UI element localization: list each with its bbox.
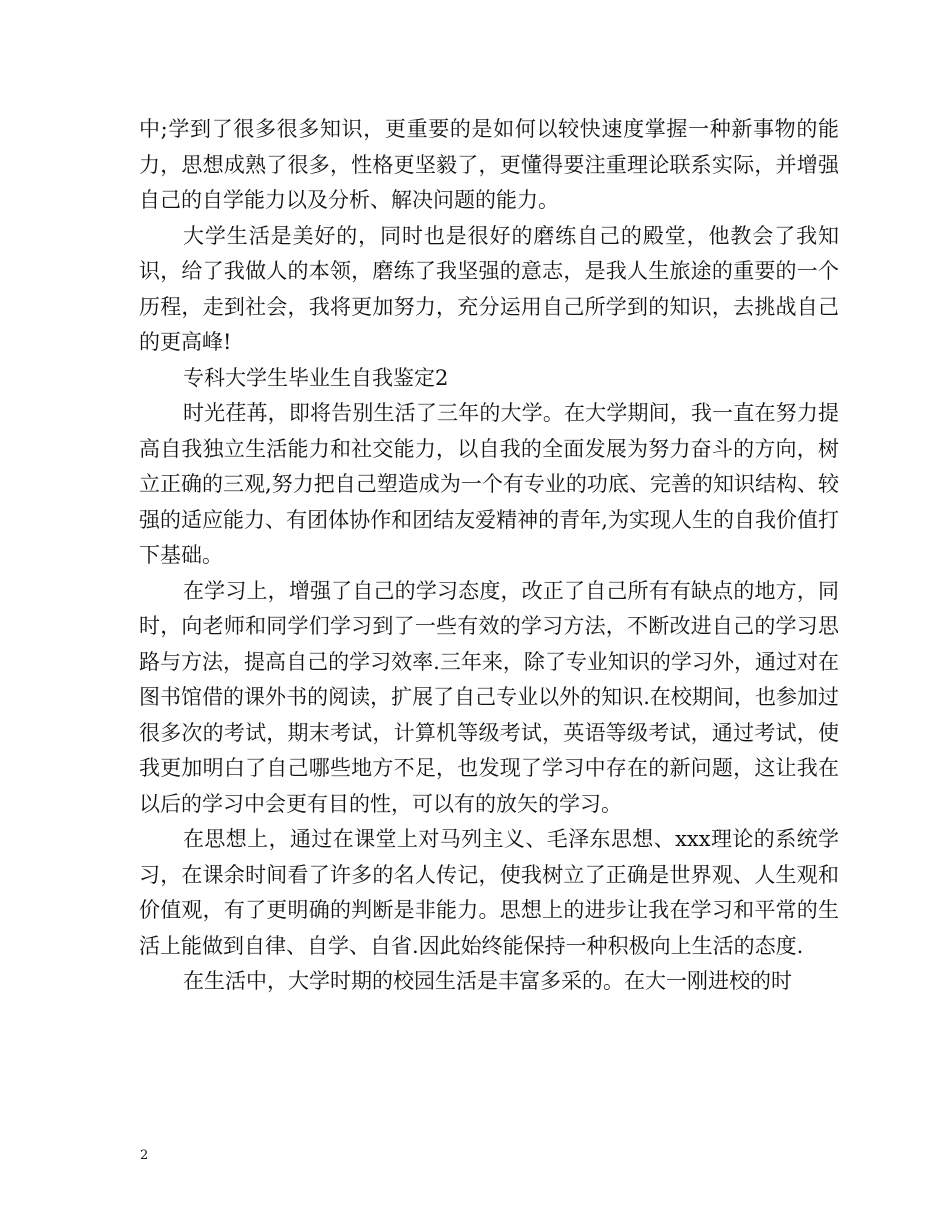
paragraph: 时光荏苒，即将告别生活了三年的大学。在大学期间，我一直在努力提高自我独立生活能力和社交能力，以自我的全面发展为努力奋斗的方向，树立正确的三观,努力把自己塑造成为一个有专业的功底、完善的知识结构、较强的适应能力、有团体协作和团结友爱精神的青年,为实现人生的自我价值打下基础。 bbox=[139, 401, 839, 567]
paragraph: 在学习上，增强了自己的学习态度，改正了自己所有有缺点的地方，同时，向老师和同学们学习到了一些有效的学习方法，不断改进自己的学习思路与方法，提高自己的学习效率.三年来，除了专业知识的学习外，通过对在图书馆借的课外书的阅读，扩展了自己专业以外的知识.在校期间，也参加过很多次的考试，期末考试，计算机等级考试，英语等级考试，通过考试，使我更加明白了自己哪些地方不足，也发现了学习中存在的新问题，这让我在以后的学习中会更有目的性，可以有的放矢的学习。 bbox=[139, 578, 839, 816]
paragraph-continuation: 中;学到了很多很多知识，更重要的是如何以较快速度掌握一种新事物的能力，思想成熟了很多，性格更坚毅了，更懂得要注重理论联系实际，并增强自己的自学能力以及分析、解决问题的能力。 bbox=[139, 117, 839, 212]
page-number: 2 bbox=[140, 1148, 149, 1163]
section-heading: 专科大学生毕业生自我鉴定2 bbox=[183, 365, 449, 390]
document-body bbox=[139, 112, 839, 1000]
paragraph: 在思想上，通过在课堂上对马列主义、毛泽东思想、xxx理论的系统学习，在课余时间看了许多的名人传记，使我树立了正确是世界观、人生观和价值观，有了更明确的判断是非能力。思想上的进步让我在学习和平常的生活上能做到自律、自学、自省.因此始终能保持一种积极向上生活的态度. bbox=[139, 827, 839, 958]
paragraph: 大学生活是美好的，同时也是很好的磨练自己的殿堂，他教会了我知识，给了我做人的本领，磨练了我坚强的意志，是我人生旅途的重要的一个历程，走到社会，我将更加努力，充分运用自己所学到的知识，去挑战自己的更高峰! bbox=[139, 223, 839, 354]
paragraph: 在生活中，大学时期的校园生活是丰富多采的。在大一刚进校的时 bbox=[183, 969, 792, 993]
